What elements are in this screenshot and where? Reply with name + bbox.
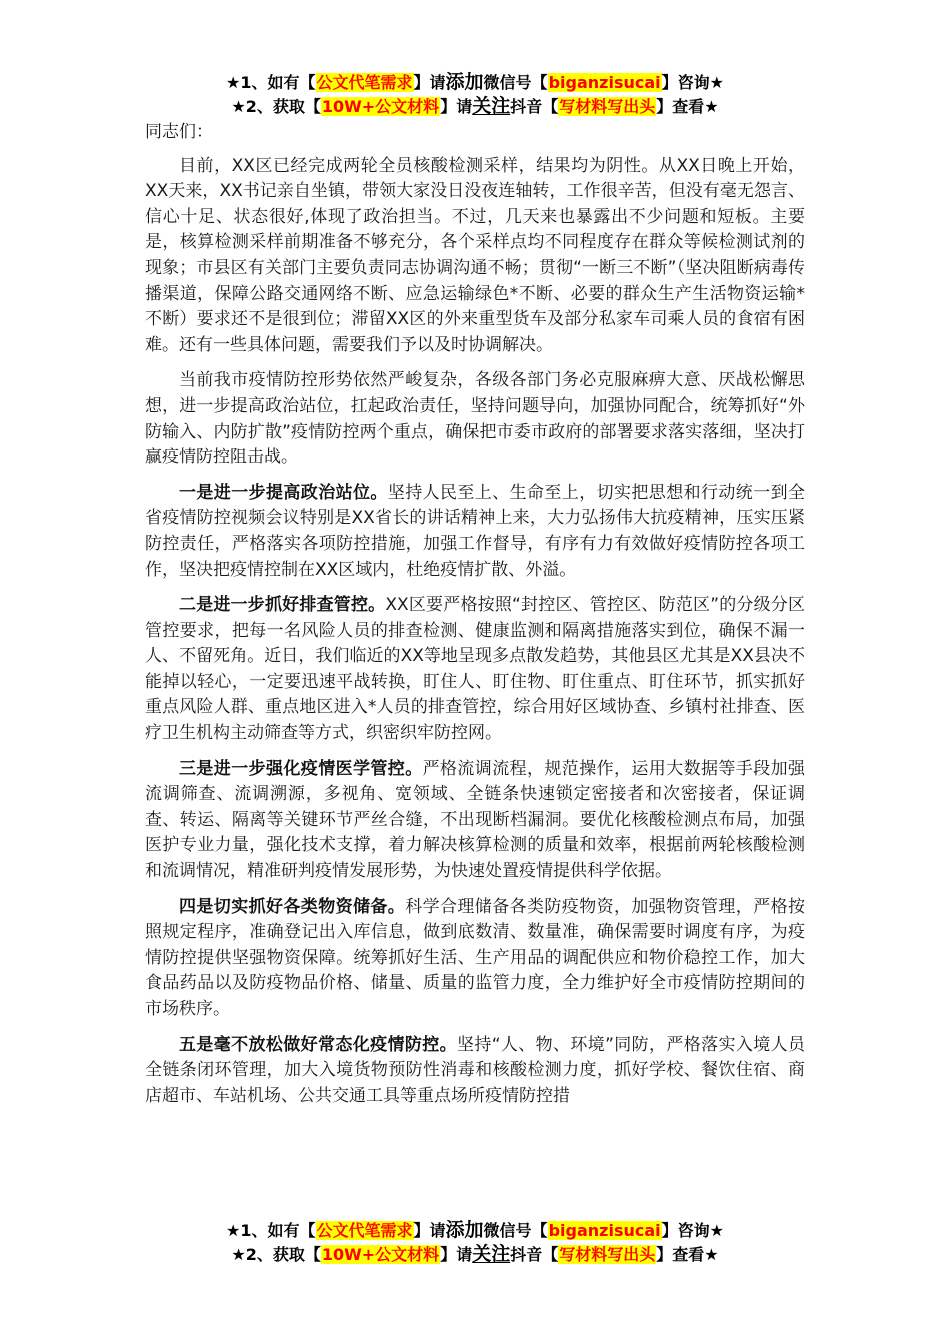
promo-text: 】请 [440, 97, 473, 116]
promo-text: ★1、如有【 [226, 73, 316, 92]
document-body [145, 120, 805, 1119]
promo-text: 】请 [413, 1221, 446, 1240]
paragraph-text: 科学合理储备各类防疫物资，加强物资管理，严格按照规定程序，准确登记出入库信息，做到底数清、数量准，确保需要时调度有序，为疫情防控提供坚强物资保障。统筹抓好生活、生产用品的调配供应和物价稳控工作，加大食品药品以及防疫物品价格、储量、质量的监管力度，全力维护好全市疫情防控期间的市场秩序。 [145, 896, 806, 1019]
paragraph [145, 593, 805, 747]
promo-text: 】请 [413, 73, 446, 92]
paragraph-lead: 五是毫不放松做好常态化疫情防控。 [179, 1034, 457, 1055]
promo-text: 抖音【 [510, 97, 559, 116]
paragraph-lead: 四是切实抓好各类物资储备。 [179, 896, 406, 917]
paragraph-text: 目前，XX区已经完成两轮全员核酸检测采样，结果均为阴性。从XX日晚上开始，XX天来，XX书记亲自坐镇，带领大家没日没夜连轴转，工作很辛苦，但没有毫无怨言、信心十足、状态很好,体现了政治担当。不过，几天来也暴露出不少问题和短板。主要是，核算检测采样前期准备不够充分，各个采样点均不同程度存在群众等候检测试剂的现象；市县区有关部门主要负责同志协调沟通不畅；贯彻“一断三不断”（坚决阻断病毒传播渠道，保障公路交通网络不断、应急运输绿色*不断、必要的群众生产生活物资运输*不断）要求还不是很到位；滞留XX区的外来重型货车及部分私家车司乘人员的食宿有困难。还有一些具体问题，需要我们予以及时协调解决。 [145, 155, 805, 355]
promo-text: 抖音【 [510, 1245, 559, 1264]
promo-highlight: 10W+公文材料 [321, 97, 440, 116]
promo-highlight: 公文代笔需求 [316, 1221, 413, 1240]
paragraph-lead: 一是进一步提高政治站位。 [179, 482, 388, 503]
promo-line-2 [0, 1242, 950, 1266]
paragraph-text: 坚持人民至上、生命至上，切实把思想和行动统一到全省疫情防控视频会议特别是XX省长的讲话精神上来，大力弘扬伟大抗疫精神，压实压紧防控责任，严格落实各项防控措施，加强工作督导，有序有力有效做好疫情防控各项工作，坚决把疫情控制在XX区域内，杜绝疫情扩散、外溢。 [145, 482, 806, 580]
promo-highlight: 10W+公文材料 [321, 1245, 440, 1264]
promo-text: ★2、获取【 [231, 1245, 321, 1264]
paragraph [145, 895, 805, 1023]
promo-emphasis: 添加 [445, 1219, 484, 1241]
promo-banner-bottom [0, 1218, 950, 1266]
paragraph [145, 154, 805, 359]
promo-text: 】咨询★ [661, 1221, 724, 1240]
promo-wechat-id: biganzisucai [548, 1221, 661, 1240]
promo-wechat-id: biganzisucai [548, 73, 661, 92]
promo-line-1 [0, 70, 950, 94]
promo-text: ★1、如有【 [226, 1221, 316, 1240]
promo-text: 】咨询★ [661, 73, 724, 92]
paragraph-lead: 三是进一步强化疫情医学管控。 [179, 758, 423, 779]
promo-douyin-id: 写材料写出头 [559, 97, 656, 116]
promo-emphasis: 关注 [472, 1243, 511, 1265]
promo-highlight: 公文代笔需求 [316, 73, 413, 92]
paragraph [145, 481, 805, 583]
promo-emphasis: 添加 [445, 71, 484, 93]
promo-text: 】查看★ [656, 1245, 719, 1264]
promo-text: 】查看★ [656, 97, 719, 116]
promo-line-2 [0, 94, 950, 118]
promo-line-1 [0, 1218, 950, 1242]
promo-text: 】请 [440, 1245, 473, 1264]
greeting: 同志们： [145, 122, 213, 142]
promo-text: 微信号【 [483, 73, 548, 92]
promo-banner-top [0, 70, 950, 118]
promo-emphasis: 关注 [472, 95, 511, 117]
paragraph-text: XX区要严格按照“封控区、管控区、防范区”的分级分区管控要求，把每一名风险人员的排查检测、健康监测和隔离措施落实到位，确保不漏一人、不留死角。近日，我们临近的XX等地呈现多点散发趋势，其他县区尤其是XX县决不能掉以轻心，一定要迅速平战转换，盯住人、盯住物、盯住重点、盯住环节，抓实抓好重点风险人群、重点地区进入*人员的排查管控，综合用好区域协查、乡镇村社排查、医疗卫生机构主动筛查等方式，织密织牢防控网。 [145, 595, 806, 744]
paragraph [145, 368, 805, 470]
paragraph-text: 当前我市疫情防控形势依然严峻复杂，各级各部门务必克服麻痹大意、厌战松懈思想，进一步提高政治站位，扛起政治责任，坚持问题导向，加强协同配合，统筹抓好“外防输入、内防扩散”疫情防控两个重点，确保把市委市政府的部署要求落实落细，坚决打赢疫情防控阻击战。 [145, 370, 805, 468]
paragraph-text: 坚持“人、物、环境”同防，严格落实入境人员全链条闭环管理，加大入境货物预防性消毒和核酸检测力度，抓好学校、餐饮住宿、商店超市、车站机场、公共交通工具等重点场所疫情防控措 [145, 1034, 805, 1106]
paragraph-lead: 二是进一步抓好排查管控。 [179, 595, 386, 616]
paragraph-text: 严格流调流程，规范操作，运用大数据等手段加强流调筛查、流调溯源，多视角、宽领域、全链条快速锁定密接者和次密接者，保证调查、转运、隔离等关键环节严丝合缝，不出现断档漏洞。要优化核酸检测点布局，加强医护专业力量，强化技术支撑，着力解决核算检测的质量和效率，根据前两轮核酸检测和流调情况，精准研判疫情发展形势，为快速处置疫情提供科学依据。 [145, 758, 806, 882]
paragraph [145, 1033, 805, 1110]
promo-text: 微信号【 [483, 1221, 548, 1240]
promo-douyin-id: 写材料写出头 [559, 1245, 656, 1264]
promo-text: ★2、获取【 [231, 97, 321, 116]
paragraph [145, 757, 805, 885]
